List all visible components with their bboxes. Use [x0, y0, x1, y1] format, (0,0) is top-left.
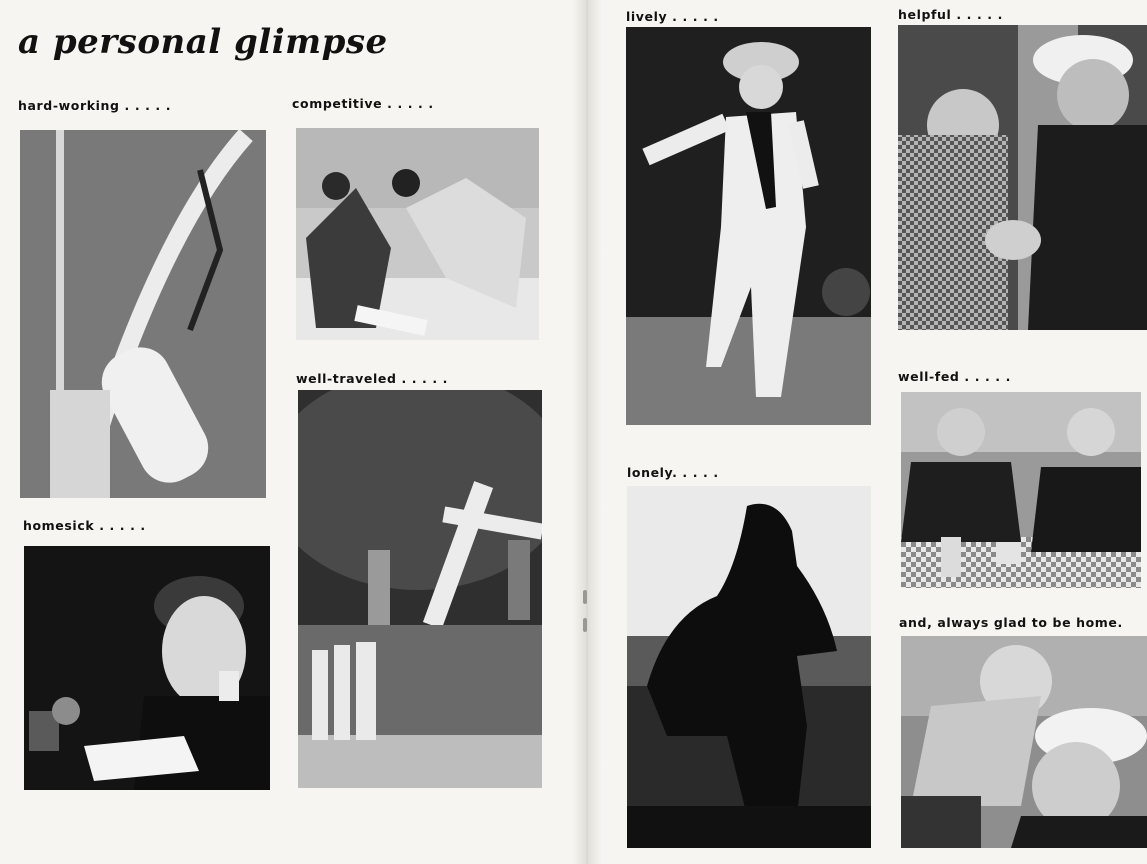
- photo-competitive: [296, 128, 539, 340]
- caption-hard-working: hard-working . . . . .: [18, 98, 172, 113]
- caption-lonely: lonely. . . . .: [627, 465, 719, 480]
- photo-lively: [626, 27, 871, 425]
- page-gutter: [572, 0, 602, 864]
- photo-helpful-image: [898, 25, 1147, 330]
- caption-competitive: competitive . . . . .: [292, 96, 434, 111]
- photo-hard-working-image: [20, 130, 266, 498]
- staple-bottom: [583, 618, 587, 632]
- caption-homesick: homesick . . . . .: [23, 518, 146, 533]
- photo-lonely-image: [627, 486, 871, 848]
- photo-glad-home: [901, 636, 1147, 848]
- photo-well-traveled: [298, 390, 542, 788]
- staple-top: [583, 590, 587, 604]
- caption-lively: lively . . . . .: [626, 9, 719, 24]
- photo-homesick: [24, 546, 270, 790]
- photo-glad-home-image: [901, 636, 1147, 848]
- photo-well-fed-image: [901, 392, 1141, 588]
- photo-helpful: [898, 25, 1147, 330]
- photo-lonely: [627, 486, 871, 848]
- photo-well-fed: [901, 392, 1141, 588]
- caption-glad-home: and, always glad to be home.: [899, 615, 1123, 630]
- photo-competitive-image: [296, 128, 539, 340]
- photo-lively-image: [626, 27, 871, 425]
- caption-well-fed: well-fed . . . . .: [898, 369, 1011, 384]
- photo-well-traveled-image: [298, 390, 542, 788]
- photo-hard-working: [20, 130, 266, 498]
- page-title: a personal glimpse: [18, 22, 388, 62]
- photo-homesick-image: [24, 546, 270, 790]
- caption-helpful: helpful . . . . .: [898, 7, 1003, 22]
- caption-well-traveled: well-traveled . . . . .: [296, 371, 448, 386]
